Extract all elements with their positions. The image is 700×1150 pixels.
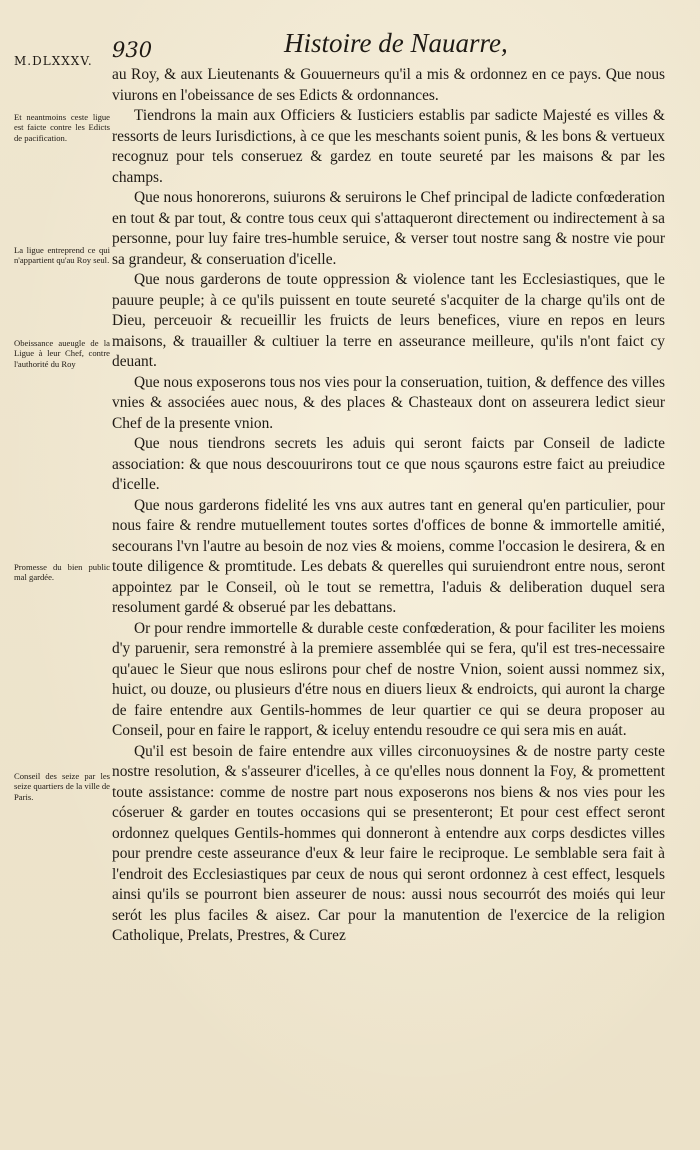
year-marker: M.DLXXXV. (14, 54, 93, 68)
margin-note: La ligue entreprend ce qui n'appartient qu'au Roy seul. (14, 245, 110, 266)
margin-note: Et neantmoins ceste ligue est faicte contre les Edicts de pacification. (14, 112, 110, 143)
page-header (0, 28, 700, 70)
margin-note: Conseil des seize par les seize quartiers de la ville de Paris. (14, 771, 110, 802)
margin-note: Promesse du bien public mal gardée. (14, 562, 110, 583)
main-text (112, 65, 665, 947)
margin-note: Obeissance aueugle de la Ligue à leur Chef, contre l'authorité du Roy (14, 338, 110, 369)
paragraph: Que nous exposerons tous nos vies pour la conseruation, tuition, & deffence des villes vnies & associées auec nous, & des places & Chasteaux dont on asseurera ledict sieur Chef de la presente vnion. (112, 373, 665, 432)
paragraph: Or pour rendre immortelle & durable ceste confœderation, & pour faciliter les moiens d'y paruenir, sera remonstré à la premiere assemblée qui se fera, qu'il est tres-necessaire qu'auec le Sieur que nous eslirons pour chef de nostre Vnion, soient aussi nommez six, huict, ou douze, ou plusieurs d'étre nous en diuers lieux & endroicts, qui auront la charge de faire entendre aux Gentils-hommes de leur quartier ce qui se deura proposer au Conseil, pour en faire le rapport, & iceluy entendu resoudre ce qui sera mis en auát. (112, 619, 665, 739)
paragraph: Que nous garderons de toute oppression & violence tant les Ecclesiastiques, que le pauure peuple; à ce qu'ils puissent en toute seureté s'acquiter de la charge qu'ils ont de Dieu, perceuoir & recueillir les fruicts de leurs benefices, viure en repos en leurs maisons, & trauailler & cultiuer la terre en asseurance meilleure, qu'ils n'ont faict cy deuant. (112, 271, 665, 370)
paragraph: Que nous tiendrons secrets les aduis qui seront faicts par Conseil de ladicte association: & que nous descouurirons tout ce que nous sçaurons estre faict au preiudice d'icelle. (112, 435, 665, 493)
running-title: Histoire de Nauarre, (284, 28, 508, 58)
paragraph: au Roy, & aux Lieutenants & Gouuerneurs qu'il a mis & ordonnez en ce pays. Que nous viurons en l'obeissance de ses Edicts & ordonnances. (112, 66, 665, 104)
paragraph: Que nous honorerons, suiurons & seruirons le Chef principal de ladicte confœderation en tout & par tout, & contre tous ceux qui s'attaqueront directement ou indirectement à sa personne, pour luy faire tres-humble seruice, & verser tout nostre sang & nostre vie pour sa grandeur, & conseruation d'icelle. (112, 189, 665, 268)
page-number: 930 (112, 38, 153, 62)
paragraph: Tiendrons la main aux Officiers & Iusticiers establis par sadicte Majesté es villes & ressorts de leurs Iurisdictions, à ce que les meschants soient punis, & les bons & vertueux recognuz pour tels conseruez & gardez en toute seureté par les maisons & par les champs. (112, 107, 665, 186)
paragraph: Qu'il est besoin de faire entendre aux villes circonuoysines & de nostre party ceste nostre resolution, & s'asseurer d'icelles, à ce qu'elles nous donnent la Foy, & promettent toute assistance: comme de nostre part nous exposerons nos biens & nos vies pour les cóseruer & garder en toutes occasions qui se presenteront; Et pour cest effect seront ordonnez quelques Gentils-hommes qui donneront à entendre aux corps desdictes villes pour prendre ceste asseurance d'eux & leur faire le reciproque. Le semblable sera fait à l'endroit des Ecclesiastiques par ceux de nous qui seront ordonnez à cest effect, lesquels ainsi qu'ils se pourront bien asseurer de nous: aussi nous secourrót des moiés qui leur serót les plus faciles & aisez. Car pour la manutention de l'exercice de la religion Catholique, Prelats, Prestres, & Curez (112, 742, 665, 944)
paragraph: Que nous garderons fidelité les vns aux autres tant en general qu'en particulier, pour nous faire & rendre mutuellement toutes sortes d'offices de bonne & immortelle amitié, secourans l'vn l'autre au besoin de noz vies & moiens, comme l'occasion le desirera, & en toute diligence & promtitude. Les debats & querelles qui suruiendront entre nous, seront appointez par le Conseil, où le tout se remettra, l'aduis & deliberation duquel sera resolument gardé & obserué par les debattans. (112, 496, 665, 616)
